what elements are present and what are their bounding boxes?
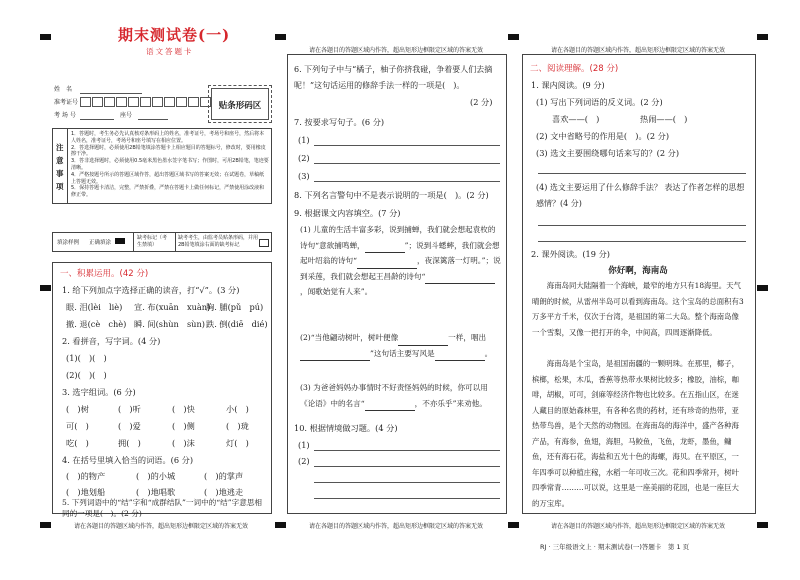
q9-blank[interactable]	[365, 402, 415, 411]
registration-mark	[508, 522, 519, 528]
notice-box	[52, 128, 272, 204]
registration-mark	[275, 522, 286, 528]
registration-mark	[757, 285, 768, 291]
boundary-note: 请在各题目的答题区域内作答，超出矩形边框限定区域的答案无效	[73, 523, 248, 530]
q9-part2: (2)“当他翩动树叶，树叶便像 一样，咽出”这句话主要写风是 。	[300, 330, 502, 361]
registration-mark	[40, 285, 51, 291]
boundary-note: 请在各题目的答题区域内作答，超出矩形边框限定区域的答案无效	[308, 523, 483, 530]
exam-no-boxes[interactable]	[80, 97, 212, 107]
q1-option[interactable]: 瞬. 间(shùn sùn)	[134, 319, 205, 329]
story-paragraph-2: 海南岛是个宝岛，是祖国南疆的一颗明珠。在那里，椰子，槟榔，松果，木瓜，香蕉等热带水果树比较多；橡胶，油棕，咖啡，胡椒，可可，剑麻等经济作物也比较多。在五指山区，在迷人藏目的原始森林里，有各种名贵的药材，还有珍奇的热带，亚热带鸟兽，是个天然的动物园。在海南岛的海洋中，盛产各种海产品，有海参，鱼翅，海胆，马鲛鱼，飞鱼，龙虾，墨鱼，鳙鱼，还有海石花，海盐和五光十色的海螺，海贝。在平原区，一年四季可以种植庄稼，水稻一年可收三次。花和四季常开，树叶四季常青………可以说，这里是一座美丽的花园，也是一座巨大的万宝库。	[532, 359, 739, 508]
exam-no-label: 准考证号	[54, 99, 79, 106]
q9-blank[interactable]	[435, 352, 485, 361]
absent-checkbox[interactable]	[259, 239, 269, 247]
registration-mark	[275, 34, 286, 40]
registration-mark	[757, 34, 768, 40]
notice-3: 3．答非选择题时，必须使用0.5毫米黑色墨水签字笔书写；作图时，可用2B铅笔，笔迹要清晰。	[71, 158, 269, 171]
boundary-note: 请在各题目的答题区域内作答，超出矩形边框限定区域的答案无效	[550, 523, 725, 530]
q7-answer-line[interactable]	[314, 181, 500, 182]
q7-item: (1)	[298, 135, 310, 145]
r1-q4-text: (4) 选文主要运用了什么修辞手法？ 表达了作者怎样的思想感情？(4 分)	[536, 183, 745, 208]
q3-cell[interactable]: 灯( )	[226, 438, 249, 448]
exam-title: 期末测试卷(一)	[118, 26, 231, 44]
q3-cell[interactable]: ( )沫	[172, 438, 195, 448]
read1-text: 1. 课内阅读。(9 分)	[531, 80, 605, 90]
r1-q1-text: (1) 写出下列词语的反义词。(2 分)	[536, 97, 663, 107]
story-title: 你好啊，海南岛	[608, 266, 668, 276]
seat-label: 座号	[120, 112, 133, 119]
q3-cell[interactable]: ( )爱	[118, 421, 141, 431]
q9-part1: (1) 儿童的生活丰富多彩，说到捕蝉，我们就会想起袁枚的诗句“意欲捕鸣蝉， ”；说到斗蟋蟀，我们就会想起叶绍翁的诗句“ ，夜深篱落一灯明。”；说到采莲，我们就会想起王昌龄的诗句“，闻歌始觉有人来”。	[300, 225, 501, 296]
q3-cell[interactable]: 拥( )	[118, 438, 141, 448]
q5-text: 5. 下列词语中的“结”字和“成群结队”一词中的“结”字意思相同的一项是( )。(2 分)	[62, 498, 263, 518]
r1-q3-text: (3) 选文主要围绕哪句话来写的？(2 分)	[536, 148, 680, 158]
q4-cell[interactable]: ( )地唱歌	[136, 487, 176, 497]
name-label: 姓 名	[54, 86, 73, 93]
registration-mark	[508, 34, 519, 40]
section2-title: 二、阅读理解。(28 分)	[530, 64, 619, 74]
seat-field[interactable]	[138, 119, 168, 120]
q4-text: 4. 在括号里填入恰当的词语。(6 分)	[62, 455, 194, 465]
q3-text: 3. 选字组词。(6 分)	[62, 387, 136, 397]
q1-option[interactable]: 眼. 泪(lèi liè)	[66, 302, 123, 312]
story-paragraph-1: 海南岛同大陆隔着一个海峡，最窄的地方只有18海里。天气晴朗的时候，从雷州半岛可以看到海南岛。这个宝岛的总面积有3万多平方千米，仅次于台湾，是祖国的第二大岛。整个海南岛像一个雪梨，又像一把打开的伞，中间高，四周逐渐降低。	[532, 281, 744, 337]
q9-part3: (3) 为爸爸妈妈办事情时不好责怪妈妈的时候，你可以用《论语》中的名言“ ，不亦乐乎”来劝他。	[300, 380, 502, 411]
boundary-note: 请在各题目的答题区域内作答，超出矩形边框限定区域的答案无效	[308, 47, 483, 54]
room-field[interactable]	[80, 119, 114, 120]
q7-answer-line[interactable]	[314, 163, 500, 164]
registration-mark	[40, 34, 51, 40]
q9-blank[interactable]	[365, 244, 405, 253]
notice-5: 5．保持答题卡清洁，完整，严禁折叠，严禁在答题卡上做任何标记，严禁使用涂改液和修正带。	[71, 185, 265, 199]
q7-text: 7. 按要求写句子。(6 分)	[294, 117, 385, 127]
fill-correct-label: 正确填涂	[89, 240, 112, 246]
notice-4: 4．严格按题号所示的答题区域作答，超出答题区域书写的答案无效；在试题卷，草稿纸上答题无效。	[71, 171, 265, 185]
q4-cell[interactable]: ( )的掌声	[204, 471, 244, 481]
room-label: 考 场 号	[54, 112, 76, 119]
q9-text: 9. 根据课文内容填空。(7 分)	[294, 208, 401, 218]
r1-q1-item[interactable]: 热闹——( )	[640, 114, 688, 124]
q4-cell[interactable]: ( )地逃走	[204, 487, 244, 497]
q2-text: 2. 看拼音，写字词。(4 分)	[62, 336, 161, 346]
q3-cell[interactable]: ( )听	[118, 404, 141, 414]
q3-cell[interactable]: ( )快	[172, 404, 195, 414]
registration-mark	[757, 522, 768, 528]
q1-option[interactable]: 跌. 倒(diē dié)	[206, 319, 268, 329]
q1-option[interactable]: 胸. 脯(pǔ pú)	[206, 302, 264, 312]
r1-q3-answer-line[interactable]	[538, 173, 746, 174]
q3-cell[interactable]: ( )侧	[172, 421, 195, 431]
page-footer: RJ · 三年级语文上 · 期末测试卷(一)答题卡 第 1 页	[540, 543, 690, 551]
r1-q4-answer-line[interactable]	[538, 225, 746, 226]
fill-example-box	[52, 232, 272, 252]
q4-cell[interactable]: ( )的小城	[136, 471, 176, 481]
q9-blank[interactable]	[357, 260, 417, 269]
notice-2: 2．答选择题时，必须使用2B铅笔填涂答题卡上相应题目的答题标号，修改时，要用橡皮擦干净。	[71, 144, 266, 158]
answer-sheet-subtitle: 语文答题卡	[146, 47, 194, 56]
q10-answer-line[interactable]	[314, 482, 500, 483]
barcode-area	[208, 85, 272, 123]
q1-text: 1. 给下列加点字选择正确的读音，打“√”。(3 分)	[62, 285, 240, 295]
q3-cell[interactable]: ( )树	[66, 404, 89, 414]
q7-item: (2)	[298, 153, 310, 163]
q7-item: (3)	[298, 171, 310, 181]
section1-title: 一、积累运用。(42 分)	[60, 269, 149, 279]
q1-option[interactable]: 撤. 退(cè chè)	[66, 319, 127, 329]
fill-correct-sample	[115, 238, 125, 244]
q3-cell[interactable]: ( )珑	[226, 421, 249, 431]
q9-blank[interactable]	[425, 275, 495, 284]
q3-cell[interactable]: 可( )	[66, 421, 89, 431]
q4-cell[interactable]: ( )地划船	[66, 487, 106, 497]
name-field[interactable]	[80, 93, 142, 94]
q10-item: (2)	[298, 456, 310, 466]
r1-q4-answer-line[interactable]	[538, 241, 746, 242]
q9-blank[interactable]	[398, 337, 448, 346]
q9-blank[interactable]	[300, 352, 370, 361]
q2-item[interactable]: (1)( )( )	[66, 353, 107, 363]
q4-cell[interactable]: ( )的物产	[66, 471, 106, 481]
notice-1: 1．答题时，考生务必先认真核对条形码上的姓名，准考证号，考场号和座号，然后将本人姓名，准考证号，考场号和座号填写在相应位置。	[71, 131, 265, 144]
fill-example-label: 填涂样例	[57, 240, 80, 246]
q7-answer-line[interactable]	[314, 145, 500, 146]
q10-answer-line[interactable]	[314, 498, 500, 499]
absent-label: 缺考标记（考生禁填）	[137, 235, 168, 248]
q1-option[interactable]: 宣. 布(xuān xuàn)	[134, 302, 211, 312]
boundary-note: 请在各题目的答题区域内作答，超出矩形边框限定区域的答案无效	[550, 47, 725, 54]
barcode-label: 贴条形码区	[218, 101, 262, 111]
r1-q1-item[interactable]: 喜欢——( )	[552, 114, 600, 124]
q3-cell[interactable]: 吃( )	[66, 438, 89, 448]
absent-note: 缺考考生，由监考员贴条形码，并用2B铅笔填涂右面的缺考标记	[178, 235, 259, 248]
notice-label: 注 意 事 项	[56, 143, 64, 191]
registration-mark	[40, 522, 51, 528]
q3-cell[interactable]: 小( )	[226, 404, 249, 414]
r1-q2-text: (2) 文中省略号的作用是( )。(2 分)	[536, 131, 670, 141]
q8-text: 8. 下列名言警句中不是表示说明的一项是( )。(2 分)	[294, 190, 489, 200]
q10-answer-line[interactable]	[314, 466, 500, 467]
q10-answer-line[interactable]	[314, 450, 500, 451]
q2-item[interactable]: (2)( )( )	[66, 370, 107, 380]
q10-text: 10. 根据情境做习题。(4 分)	[294, 423, 398, 433]
q6-text: 6. 下列句子中与“橘子，柚子你挤我碰，争着要人们去摘呢！”这句话运用的修辞手法一样的一项是( )。	[294, 65, 493, 90]
q10-item: (1)	[298, 440, 310, 450]
read2-text: 2. 课外阅读。(19 分)	[531, 249, 610, 259]
q6-score: (2 分)	[470, 97, 493, 107]
